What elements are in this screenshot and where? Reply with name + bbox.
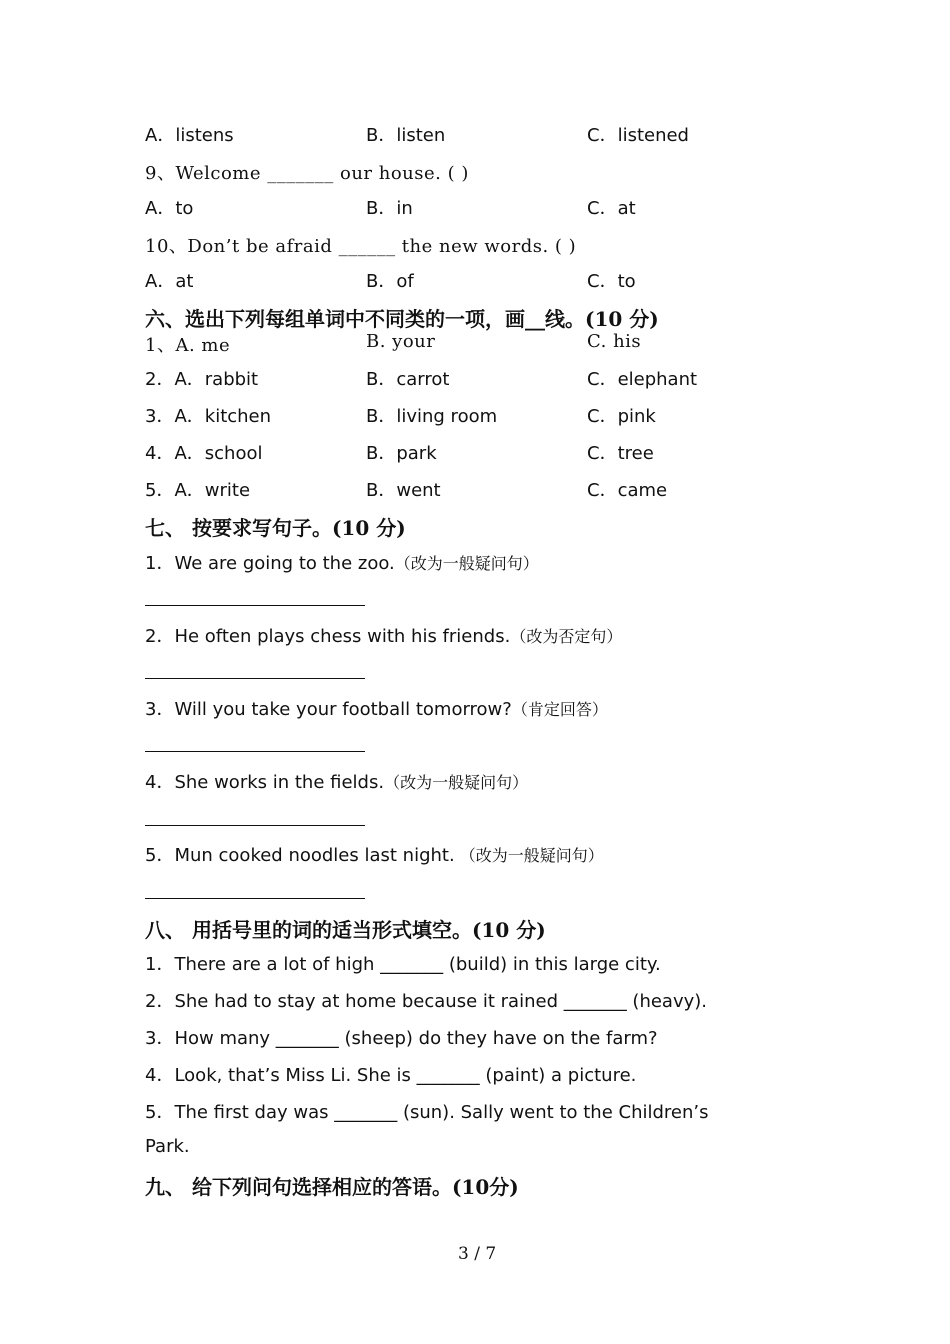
s7-item-1 bbox=[145, 549, 539, 575]
s7-item-5 bbox=[145, 841, 604, 867]
s7-answer-line-3[interactable] bbox=[145, 751, 365, 752]
s6-item-3-b: B．living room bbox=[366, 406, 498, 427]
s6-item-5-c: C．came bbox=[587, 480, 668, 501]
s6-item-2-b: B．carrot bbox=[366, 369, 450, 390]
s7-item-4-note: （改为一般疑问句） bbox=[384, 773, 529, 792]
s7-item-2 bbox=[145, 622, 622, 648]
q9-option-a: A．to bbox=[145, 198, 194, 219]
s7-item-4 bbox=[145, 768, 528, 794]
s6-item-1-c: C. his bbox=[587, 331, 642, 352]
s7-item-3 bbox=[145, 695, 608, 721]
s8-item-1: 1．There are a lot of high _______ (build) in this large city. bbox=[145, 954, 661, 975]
q10-option-a: A．at bbox=[145, 271, 194, 292]
s6-item-4-c: C．tree bbox=[587, 443, 654, 464]
q9-option-b: B．in bbox=[366, 198, 413, 219]
s7-answer-line-4[interactable] bbox=[145, 825, 365, 826]
s6-item-4-a: 4．A．school bbox=[145, 443, 263, 464]
s8-item-2: 2．She had to stay at home because it rained _______ (heavy). bbox=[145, 991, 708, 1012]
s8-item-3: 3．How many _______ (sheep) do they have on the farm? bbox=[145, 1028, 658, 1049]
section8-title: 八、 用括号里的词的适当形式填空。(10 分) bbox=[145, 918, 546, 942]
q10-option-c: C．to bbox=[587, 271, 636, 292]
section6-title: 六、选出下列每组单词中不同类的一项，画__线。(10 分) bbox=[145, 307, 659, 331]
q8-option-b: B．listen bbox=[366, 125, 446, 146]
s6-item-2-a: 2．A．rabbit bbox=[145, 369, 259, 390]
section9-title: 九、 给下列问句选择相应的答语。(10分) bbox=[145, 1175, 519, 1199]
q9-option-c: C．at bbox=[587, 198, 636, 219]
s7-item-3-text: 3．Will you take your football tomorrow? bbox=[145, 699, 512, 720]
s8-item-5-continued: Park. bbox=[145, 1136, 190, 1157]
s7-item-1-text: 1．We are going to the zoo. bbox=[145, 553, 395, 574]
q9-stem: 9、Welcome _______ our house. ( ) bbox=[145, 163, 469, 184]
s6-item-4-b: B．park bbox=[366, 443, 437, 464]
s7-answer-line-1[interactable] bbox=[145, 605, 365, 606]
s7-item-1-note: （改为一般疑问句） bbox=[394, 554, 539, 573]
section7-title: 七、 按要求写句子。(10 分) bbox=[145, 516, 406, 540]
s6-item-1-b: B. your bbox=[366, 331, 436, 352]
s8-item-5: 5．The first day was _______ (sun). Sally went to the Children’s bbox=[145, 1102, 709, 1123]
s6-item-5-a: 5．A．write bbox=[145, 480, 251, 501]
s7-item-2-text: 2．He often plays chess with his friends. bbox=[145, 626, 511, 647]
s6-item-2-c: C．elephant bbox=[587, 369, 698, 390]
s7-answer-line-2[interactable] bbox=[145, 678, 365, 679]
s8-item-4: 4．Look, that’s Miss Li. She is _______ (paint) a picture. bbox=[145, 1065, 637, 1086]
s7-item-4-text: 4．She works in the fields. bbox=[145, 772, 385, 793]
s6-item-1-a: 1、A. me bbox=[145, 335, 231, 356]
q10-stem: 10、Don’t be afraid ______ the new words. ( ) bbox=[145, 236, 577, 257]
s7-item-5-text: 5．Mun cooked noodles last night. bbox=[145, 845, 455, 866]
q8-option-a: A．listens bbox=[145, 125, 234, 146]
q10-option-b: B．of bbox=[366, 271, 414, 292]
q8-option-c: C．listened bbox=[587, 125, 689, 146]
s7-answer-line-5[interactable] bbox=[145, 898, 365, 899]
s6-item-3-c: C．pink bbox=[587, 406, 656, 427]
s7-item-2-note: （改为否定句） bbox=[510, 627, 623, 646]
s6-item-5-b: B．went bbox=[366, 480, 441, 501]
s6-item-3-a: 3．A．kitchen bbox=[145, 406, 272, 427]
s7-item-5-note: （改为一般疑问句） bbox=[454, 846, 604, 865]
s7-item-3-note: （肯定回答） bbox=[511, 700, 608, 719]
page-number: 3 / 7 bbox=[458, 1244, 497, 1264]
